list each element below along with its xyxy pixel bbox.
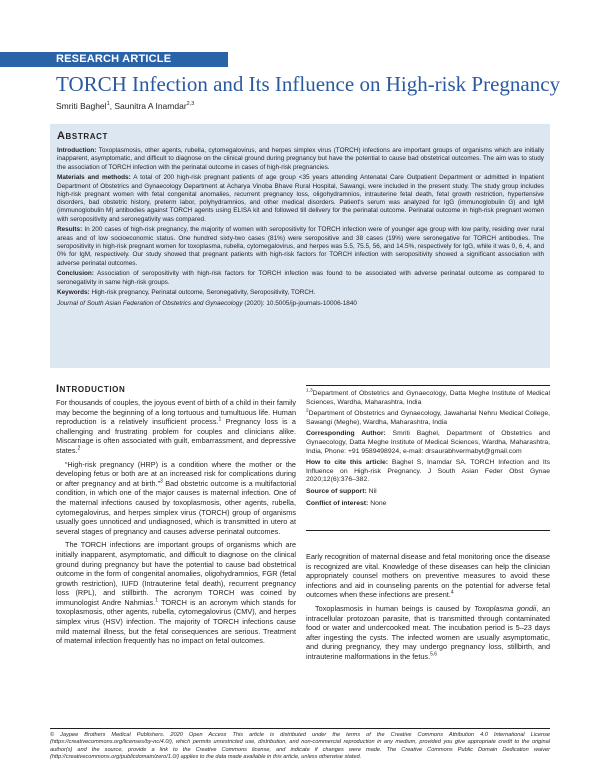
abstract-introduction: Introduction: Toxoplasmosis, other agents, rubella, cytomegalovirus, and herpes simplex virus (TORCH) infections are important groups of organisms which are initially inapparent, asymptomatic, and difficult to diagnose on the clinical ground during pregnancy but have the potential to cause bad obstetrical outcomes. The aim was to study the association of TORCH infection with the perinatal outcome in cases of high-risk pregnancies. xyxy=(57,147,544,171)
author-line: Smriti Baghel$^1$, Saunitra A Inamdar$^{2,3}$ xyxy=(56,101,195,111)
paragraph: For thousands of couples, the joyous event of birth of a child in their family may become the beginning of a long tortuous and tumultuous life. Human reproduction is a relatively insufficient process.$^1$ Pregnancy loss is a challenging and frustrating problem for couples and clinicians alike. Miscarriage is often associated with guilt, embarrassment, and depressive states.$^2$ xyxy=(56,398,296,455)
paragraph: The TORCH infections are important groups of organisms which are initially inapparent, asymptomatic, and difficult to diagnose on the clinical ground during pregnancy but have the potential to cause bad obstetrical outcome in the form of congenital anomalies, oligohydramnios, FGR (fetal growth restriction), IUFD (Intrauterine fetal death), recurrent pregnancy loss (RPL), and stillbirth. The acronym TORCH was coined by immunologist Andre Nahmias.$^1$ TORCH is an acronym which stands for toxoplasmosis, other agents, rubella, cytomegalovirus (CMV), and herpes simplex virus (HSV) infection. The majority of TORCH infections cause mild maternal illness, but the fetal consequences are serious. Treatment of maternal infection frequently has no impact on fetal outcomes. xyxy=(56,540,297,646)
introduction-heading: Introduction xyxy=(56,383,126,395)
abstract-methods: Materials and methods: A total of 200 high-risk pregnant patients of age group <35 years attending Antenatal Care Outpatient Department or admitted in Inpatient Department of Obstetrics and Gynaecology Department at Acharya Vinoba Bhave Rural Hospital, Sawangi, were included in the present study. The study group includes high-risk pregnant women with fetal congenital anomalies, recurrent pregnancy loss, oligohydramnios, intrauterine fetal death, fetal growth restriction, hypertensive disorders, bad obstetric history, preterm labor, polyhydramnios, and other medical disorders. Patient's serum was analyzed for IgG (immunoglobulin G) and IgM (immunoglobulin M) antibodies against TORCH agents using ELISA kit and followed till delivery for the perinatal outcome. Perinatal outcome in high-risk pregnant women with seropositivity and seronegativity was compared. xyxy=(57,174,544,223)
author-affil-ref: 2,3 xyxy=(186,101,195,108)
affiliation-top-rule xyxy=(306,385,550,386)
affiliation-1: $^{1,3}$Department of Obstetrics and Gynaecology, Datta Meghe Institute of Medical Sciences, Wardha, Maharashtra, India xyxy=(306,388,550,406)
corresponding-author: Corresponding Author: Smriti Baghel, Department of Obstetrics and Gynaecology, Datta Meghe Institute of Medical Sciences, Wardha, Maharashtra, India, Phone: +91 9589498924, e-mail: drsaurabhvermabyt@gmail.com xyxy=(306,430,550,455)
article-type-banner xyxy=(0,52,228,67)
affiliation-2: $^2$Department of Obstetrics and Gynaecology, Jawaharlal Nehru Medical College, Sawangi (Meghe), Wardha, Maharashtra, India xyxy=(306,408,550,426)
author-affil-ref: 1 xyxy=(106,101,110,108)
author-name: Saunitra A Inamdar xyxy=(114,101,187,111)
abstract-results: Results: In 200 cases of high-risk pregnancy, the majority of women with seropositivity for TORCH infection were of younger age group with low parity, residing over rural areas and of low socioeconomic status. One hundred sixty-two cases (81%) were seropositive and 38 cases (19%) were seronegative for TORCH antibodies. The seropositivity in high-risk pregnant women for toxoplasma, rubella, cytomegalovirus, and herpes was 5.5, 75.5, 56, and 14.5%, respectively for IgG, while it was 0, 6, 4, and 0% for IgM, respectively. Our study showed that pregnant patients with high-risk factors for TORCH infection with seropositivity showed a significant association with adverse perinatal outcomes. xyxy=(57,226,544,267)
article-type-label: RESEARCH ARTICLE xyxy=(56,53,172,65)
affiliation-block xyxy=(306,390,550,511)
abstract-body xyxy=(57,147,544,311)
abstract-heading: Abstract xyxy=(57,130,108,142)
affiliation-bottom-rule xyxy=(306,530,550,531)
paragraph: Toxoplasmosis in human beings is caused by Toxoplasma gondii, an intracellular protozoan parasite, that is transmitted through contaminated food or water and undercooked meat. The incubation period is 5–23 days after ingesting the cysts. The infected women are usually asymptomatic, and during pregnancy, they may undergo pregnancy loss, stillbirth, and intrauterine malformations in the fetus.$^{5,6}$ xyxy=(306,603,550,661)
author-name: Smriti Baghel xyxy=(56,101,107,111)
abstract-conclusion: Conclusion: Association of seropositivity with high-risk factors for TORCH infection was found to be associated with adverse perinatal outcome as compared to seronegativity in same high-risk groups. xyxy=(57,270,544,286)
right-body-column xyxy=(306,552,550,662)
footer-rule xyxy=(50,728,550,729)
paragraph: “High-risk pregnancy (HRP) is a condition where the mother or the developing fetus or both are at an increased risk for complications during or after pregnancy and at birth.”$^3$ Bad obstetric outcome is a multifactorial condition, in which one of the major causes is maternal infection. One of the maternal infections caused by toxoplasmosis, other agents, rubella, cytomegalovirus, and herpes simplex virus (TORCH) group of organisms usually goes unnoticed and undiagnosed, which is transmitted in utero at several stages of pregnancy and causes adverse perinatal outcomes. xyxy=(56,459,297,536)
article-title: TORCH Infection and Its Influence on High-risk Pregnancy xyxy=(56,72,561,96)
how-to-cite: How to cite this article: Baghel S, Inamdar SA. TORCH Infection and Its Influence on High-risk Pregnancy. J South Asian Feder Obst Gynae 2020;12(6):376–382. xyxy=(306,459,550,484)
source-of-support: Source of support: Nil xyxy=(306,487,377,495)
conflict-of-interest: Conflict of interest: None xyxy=(306,499,387,507)
abstract-citation: Journal of South Asian Federation of Obstetrics and Gynaecology (2020): 10.5005/jp-journals-10006-1840 xyxy=(57,300,357,307)
abstract-box xyxy=(50,124,550,368)
introduction-column xyxy=(56,398,296,646)
paragraph: Early recognition of maternal disease and fetal monitoring once the disease is recognized are vital. Knowledge of these diseases can help the clinician appropriately counsel mothers on preventive measures to avoid these infections and aid in counseling parents on the potential for adverse fetal outcomes when these infections are present.$^4$ xyxy=(306,552,550,600)
abstract-keywords: Keywords: High-risk pregnancy, Perinatal outcome, Seronegativity, Seropositivity, TORCH. xyxy=(57,289,316,297)
license-footer: © Jaypee Brothers Medical Publishers. 2020 Open Access This article is distributed under the terms of the Creative Commons Attribution 4.0 International License (https://creativecommons.org/licenses/by-nc/4.0/), which permits unrestricted use, distribution, and non-commercial reproduction in any medium, provided you give appropriate credit to the original author(s) and the source, provide a link to the Creative Commons license, and indicate if changes were made. The Creative Commons Public Domain Dedication waiver (http://creativecommons.org/publicdomain/zero/1.0/) applies to the data made available in this article, unless otherwise stated. xyxy=(50,732,550,761)
